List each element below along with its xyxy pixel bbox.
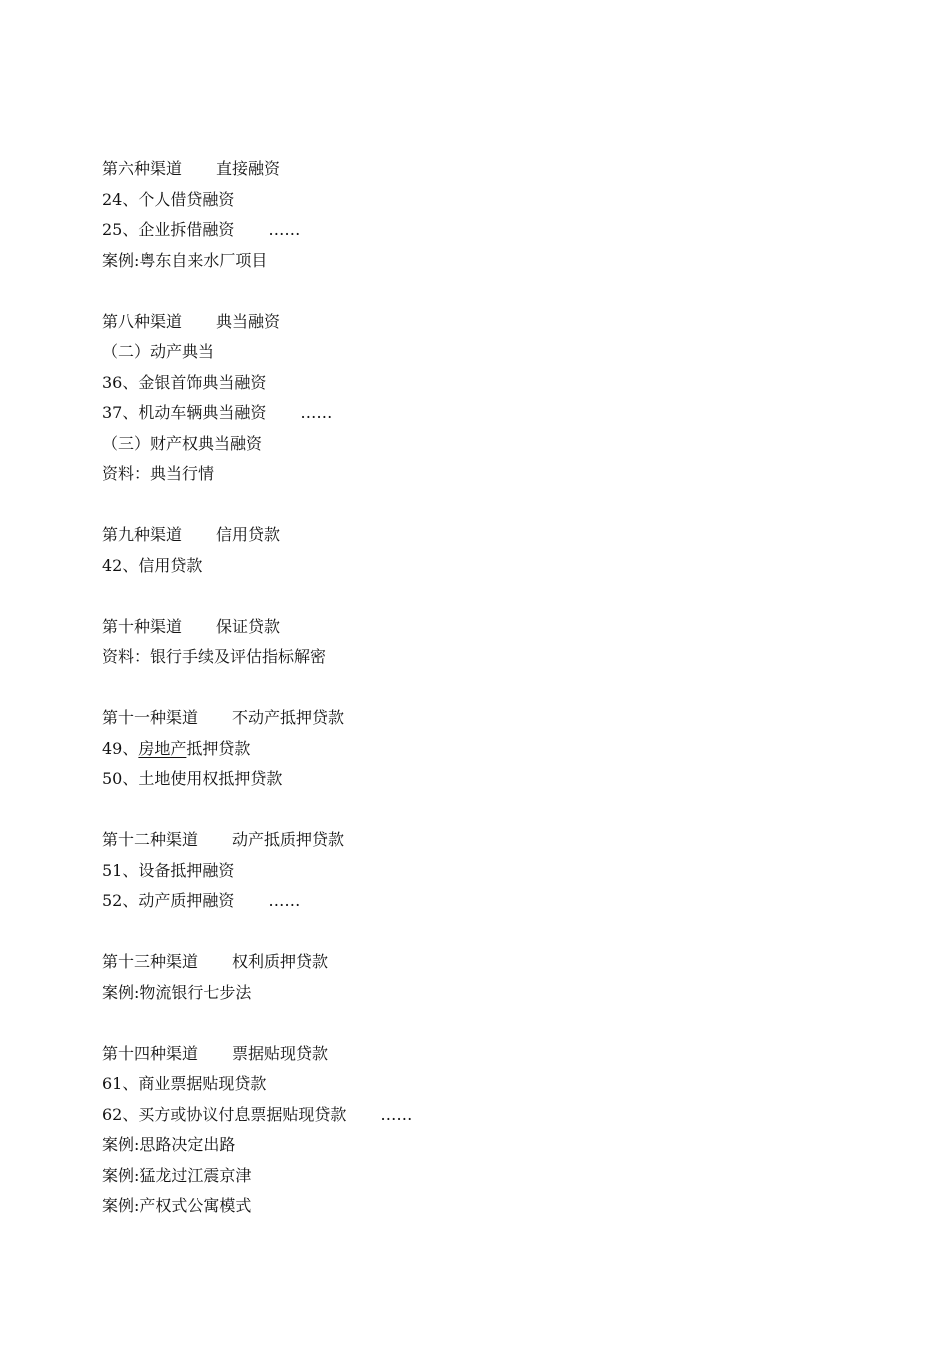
list-item xyxy=(102,185,862,216)
list-item xyxy=(102,398,862,429)
channel-heading xyxy=(102,307,862,338)
list-item xyxy=(102,886,862,917)
item-ellipsis: …… xyxy=(380,1104,413,1124)
channel-heading xyxy=(102,612,862,643)
channel-name: 第十一种渠道 xyxy=(102,708,199,727)
channel-topic: 动产抵质押贷款 xyxy=(232,830,345,849)
channel-topic: 信用贷款 xyxy=(216,525,281,544)
list-item xyxy=(102,1130,862,1161)
list-item xyxy=(102,734,862,765)
channel-heading xyxy=(102,520,862,551)
list-item xyxy=(102,429,862,460)
item-text: 案例:物流银行七步法 xyxy=(102,982,252,1002)
channel-heading xyxy=(102,825,862,856)
channel-topic: 票据贴现贷款 xyxy=(232,1043,329,1063)
item-ellipsis: …… xyxy=(268,891,301,910)
item-text: 24、个人借贷融资 xyxy=(102,189,235,209)
item-text: 50、土地使用权抵押贷款 xyxy=(102,769,283,788)
list-item xyxy=(102,1191,862,1222)
item-text: 25、企业拆借融资 xyxy=(102,220,235,239)
item-text: 资料：银行手续及评估指标解密 xyxy=(102,647,327,666)
item-prefix: 49、 xyxy=(102,738,139,758)
item-text: 案例:产权式公寓模式 xyxy=(102,1196,252,1215)
channel-topic: 典当融资 xyxy=(216,311,281,331)
item-text: （二）动产典当 xyxy=(102,342,215,361)
item-text: 37、机动车辆典当融资 xyxy=(102,403,267,422)
channel-name: 第六种渠道 xyxy=(102,159,183,178)
channel-name: 第十二种渠道 xyxy=(102,830,199,849)
list-item xyxy=(102,1161,862,1192)
item-text: 资料：典当行情 xyxy=(102,464,215,483)
item-suffix: 抵押贷款 xyxy=(186,738,251,758)
channel-topic: 保证贷款 xyxy=(216,616,281,636)
list-item xyxy=(102,337,862,368)
section-spacer xyxy=(102,490,862,521)
section-spacer xyxy=(102,1008,862,1039)
section-spacer xyxy=(102,917,862,948)
item-text: 62、买方或协议付息票据贴现贷款 xyxy=(102,1104,347,1124)
item-text: 案例:思路决定出路 xyxy=(102,1135,236,1154)
channel-name: 第十四种渠道 xyxy=(102,1043,199,1063)
section-spacer xyxy=(102,795,862,826)
section-spacer xyxy=(102,673,862,704)
item-text: （三）财产权典当融资 xyxy=(102,433,263,453)
item-ellipsis: …… xyxy=(268,220,301,239)
item-text: 51、设备抵押融资 xyxy=(102,860,235,880)
item-text: 案例:粤东自来水厂项目 xyxy=(102,250,268,270)
list-item xyxy=(102,551,862,582)
channel-heading xyxy=(102,703,862,734)
item-text: 42、信用贷款 xyxy=(102,555,203,575)
channel-name: 第八种渠道 xyxy=(102,311,183,331)
list-item xyxy=(102,978,862,1009)
item-ellipsis: …… xyxy=(300,403,333,422)
list-item xyxy=(102,856,862,887)
channel-heading xyxy=(102,947,862,978)
item-text: 52、动产质押融资 xyxy=(102,891,235,910)
item-underlined-text: 房地产 xyxy=(138,738,187,758)
list-item xyxy=(102,1100,862,1131)
section-spacer xyxy=(102,276,862,307)
list-item xyxy=(102,215,862,246)
list-item xyxy=(102,459,862,490)
item-text: 案例:猛龙过江震京津 xyxy=(102,1165,252,1185)
channel-name: 第十三种渠道 xyxy=(102,952,199,971)
channel-topic: 不动产抵押贷款 xyxy=(232,708,345,727)
channel-name: 第九种渠道 xyxy=(102,525,183,544)
item-text: 61、商业票据贴现贷款 xyxy=(102,1074,267,1093)
item-text: 36、金银首饰典当融资 xyxy=(102,372,267,392)
list-item xyxy=(102,642,862,673)
channel-heading xyxy=(102,1039,862,1070)
list-item xyxy=(102,368,862,399)
list-item xyxy=(102,246,862,277)
channel-heading xyxy=(102,154,862,185)
channel-topic: 直接融资 xyxy=(216,159,281,178)
document-body xyxy=(102,154,862,1222)
section-spacer xyxy=(102,581,862,612)
channel-name: 第十种渠道 xyxy=(102,616,183,636)
list-item xyxy=(102,764,862,795)
list-item xyxy=(102,1069,862,1100)
channel-topic: 权利质押贷款 xyxy=(232,952,329,971)
